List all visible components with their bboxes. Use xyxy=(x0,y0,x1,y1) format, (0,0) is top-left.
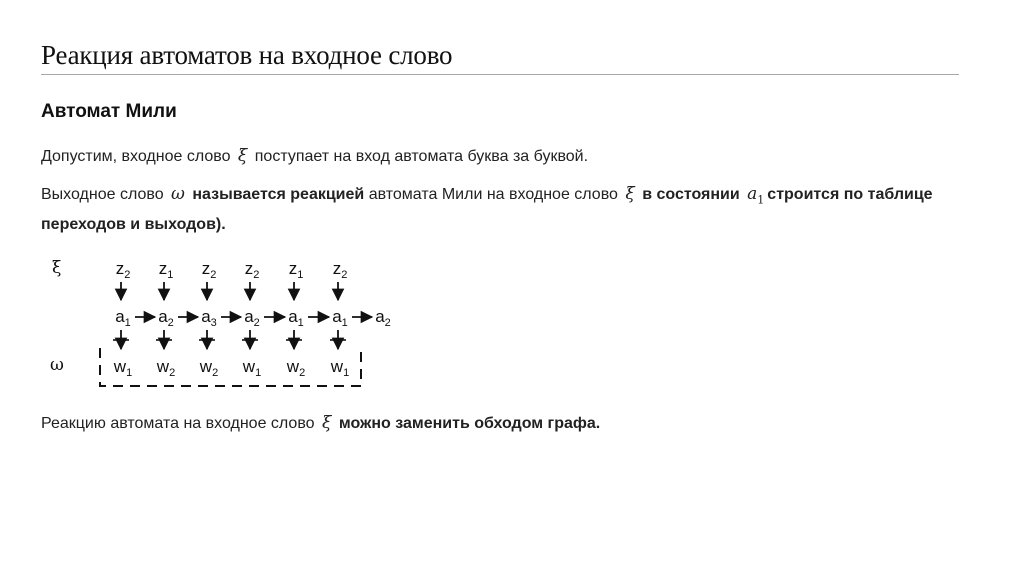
p2-text-3: автомата Мили на входное слово xyxy=(368,186,618,203)
p2-text-4: в состоянии xyxy=(642,186,740,203)
state-symbol: $a_2$ xyxy=(375,307,391,329)
xi-symbol: ξ xyxy=(625,184,635,204)
output-symbol: $w_2$ xyxy=(199,357,219,379)
slide-title: Реакция автоматов на входное слово xyxy=(41,40,453,70)
p1-text-before: Допустим, входное слово xyxy=(41,148,231,165)
paragraph-graph-traversal xyxy=(41,411,961,436)
output-symbol: $w_1$ xyxy=(330,357,350,379)
input-symbol: $z_2$ xyxy=(332,259,348,281)
state-symbol: $a_1$ xyxy=(332,307,348,329)
p2-text-6: переходов и выходов). xyxy=(41,216,226,234)
section-heading: Автомат Мили xyxy=(41,101,177,122)
diagram-labels xyxy=(113,259,391,379)
p2-text-2: называется реакцией xyxy=(192,186,365,203)
input-symbol: $z_1$ xyxy=(288,259,304,281)
xi-symbol: ξ xyxy=(237,146,248,166)
state-symbol: $a_2$ xyxy=(158,307,174,329)
p3-text-before: Реакцию автомата на входное слово xyxy=(41,415,315,432)
p3-text-after: можно заменить обходом графа. xyxy=(338,415,601,432)
state-symbol: $a_1$ xyxy=(288,307,304,329)
omega-symbol: ω xyxy=(171,184,185,204)
output-word-dashed-frame xyxy=(100,348,361,386)
input-symbol: $z_2$ xyxy=(115,259,131,281)
state-symbol: $a_3$ xyxy=(201,307,217,329)
state-symbol: $a_1$ xyxy=(115,307,131,329)
output-symbol: $w_2$ xyxy=(286,357,306,379)
input-symbol: $z_2$ xyxy=(201,259,217,281)
output-symbol: $w_2$ xyxy=(156,357,176,379)
omega-row-label: ω xyxy=(50,355,64,375)
p2-text-1: Выходное слово xyxy=(41,186,164,203)
xi-row-label: ξ xyxy=(52,258,62,278)
state-symbol: $a_2$ xyxy=(244,307,260,329)
xi-symbol: ξ xyxy=(322,413,332,433)
p1-text-after: поступает на вход автомата буква за буквой. xyxy=(254,148,589,165)
p2-text-5: строится по таблице xyxy=(767,186,933,203)
input-symbol: $z_2$ xyxy=(244,259,260,281)
input-symbol: $z_1$ xyxy=(158,259,174,281)
output-symbol: $w_1$ xyxy=(113,357,133,379)
state-letter: a xyxy=(747,184,758,204)
output-symbol: $w_1$ xyxy=(242,357,262,379)
state-index: 1 xyxy=(757,193,765,207)
